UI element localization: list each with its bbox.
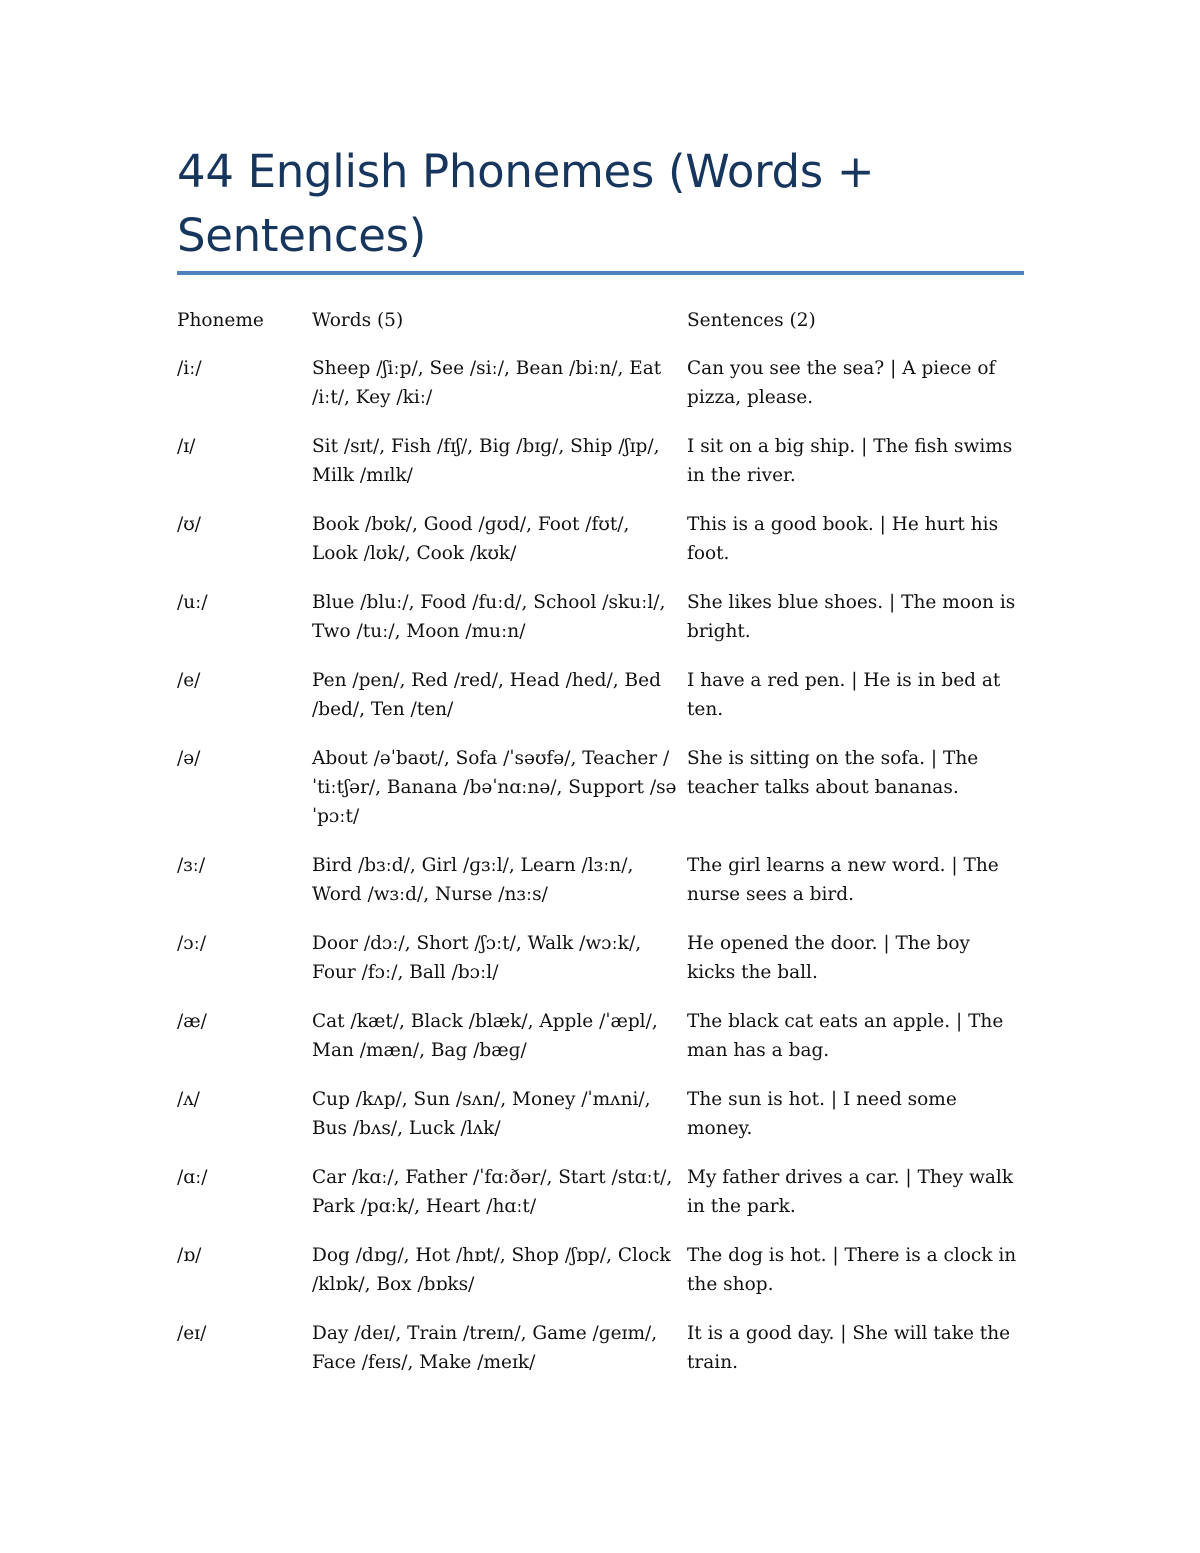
words-cell: Car /kɑː/, Father /ˈfɑːðər/, Start /stɑːt/, Park /pɑːk/, Heart /hɑːt/ (312, 1167, 673, 1217)
table-row (177, 1319, 1024, 1377)
header-sentences: Sentences (2) (687, 310, 816, 331)
header-words: Words (5) (312, 310, 404, 331)
header-phoneme: Phoneme (177, 310, 264, 331)
phoneme-cell: /ɜː/ (177, 855, 206, 876)
table-row (177, 1085, 1024, 1143)
phoneme-table (177, 306, 1024, 1397)
phoneme-cell: /iː/ (177, 358, 202, 379)
phoneme-cell: /e/ (177, 670, 201, 691)
sentences-cell: The sun is hot. | I need some money. (687, 1089, 957, 1139)
phoneme-cell: /ʌ/ (177, 1089, 200, 1110)
phoneme-cell: /ʊ/ (177, 514, 201, 535)
words-cell: Cat /kæt/, Black /blæk/, Apple /ˈæpl/, Man /mæn/, Bag /bæɡ/ (312, 1011, 658, 1061)
sentences-cell: I sit on a big ship. | The fish swims in the river. (687, 436, 1013, 486)
table-row (177, 510, 1024, 568)
table-header-row (177, 306, 1024, 335)
table-row (177, 354, 1024, 412)
phoneme-cell: /ɑː/ (177, 1167, 208, 1188)
table-row (177, 1163, 1024, 1221)
words-cell: Sit /sɪt/, Fish /fɪʃ/, Big /bɪɡ/, Ship /ʃɪp/, Milk /mɪlk/ (312, 436, 660, 486)
words-cell: Blue /bluː/, Food /fuːd/, School /skuːl/, Two /tuː/, Moon /muːn/ (312, 592, 666, 642)
words-cell: Door /dɔː/, Short /ʃɔːt/, Walk /wɔːk/, Four /fɔː/, Ball /bɔːl/ (312, 933, 642, 983)
words-cell: Dog /dɒɡ/, Hot /hɒt/, Shop /ʃɒp/, Clock /klɒk/, Box /bɒks/ (312, 1245, 671, 1295)
words-cell: About /əˈbaʊt/, Sofa /ˈsəʊfə/, Teacher /ˈtiːtʃər/, Banana /bəˈnɑːnə/, Support /səˈpɔːt/ (312, 748, 677, 827)
phoneme-cell: /ə/ (177, 748, 201, 769)
sentences-cell: The girl learns a new word. | The nurse sees a bird. (687, 855, 999, 905)
phoneme-cell: /æ/ (177, 1011, 207, 1032)
words-cell: Book /bʊk/, Good /ɡʊd/, Foot /fʊt/, Look /lʊk/, Cook /kʊk/ (312, 514, 630, 564)
table-row (177, 666, 1024, 724)
sentences-cell: The dog is hot. | There is a clock in the shop. (687, 1245, 1017, 1295)
table-row (177, 1241, 1024, 1299)
sentences-cell: My father drives a car. | They walk in the park. (687, 1167, 1014, 1217)
sentences-cell: This is a good book. | He hurt his foot. (687, 514, 999, 564)
phoneme-cell: /eɪ/ (177, 1323, 207, 1344)
phoneme-cell: /ɔː/ (177, 933, 207, 954)
words-cell: Day /deɪ/, Train /treɪn/, Game /ɡeɪm/, Face /feɪs/, Make /meɪk/ (312, 1323, 658, 1373)
table-row (177, 432, 1024, 490)
sentences-cell: He opened the door. | The boy kicks the ball. (687, 933, 970, 983)
title-underline (177, 271, 1024, 275)
words-cell: Bird /bɜːd/, Girl /ɡɜːl/, Learn /lɜːn/, Word /wɜːd/, Nurse /nɜːs/ (312, 855, 634, 905)
sentences-cell: The black cat eats an apple. | The man has a bag. (687, 1011, 1004, 1061)
sentences-cell: She likes blue shoes. | The moon is bright. (687, 592, 1016, 642)
phoneme-cell: /ɒ/ (177, 1245, 202, 1266)
document-title: 44 English Phonemes (Words + Sentences) (177, 145, 875, 262)
words-cell: Cup /kʌp/, Sun /sʌn/, Money /ˈmʌni/, Bus /bʌs/, Luck /lʌk/ (312, 1089, 651, 1139)
table-row (177, 588, 1024, 646)
table-row (177, 1007, 1024, 1065)
table-row (177, 929, 1024, 987)
phoneme-cell: /ɪ/ (177, 436, 196, 457)
words-cell: Sheep /ʃiːp/, See /siː/, Bean /biːn/, Eat /iːt/, Key /kiː/ (312, 358, 662, 408)
words-cell: Pen /pen/, Red /red/, Head /hed/, Bed /bed/, Ten /ten/ (312, 670, 661, 720)
sentences-cell: Can you see the sea? | A piece of pizza, please. (687, 358, 996, 408)
phoneme-cell: /uː/ (177, 592, 208, 613)
sentences-cell: She is sitting on the sofa. | The teacher talks about bananas. (687, 748, 979, 798)
sentences-cell: I have a red pen. | He is in bed at ten. (687, 670, 1001, 720)
table-row (177, 744, 1024, 831)
table-row (177, 851, 1024, 909)
sentences-cell: It is a good day. | She will take the train. (687, 1323, 1011, 1373)
